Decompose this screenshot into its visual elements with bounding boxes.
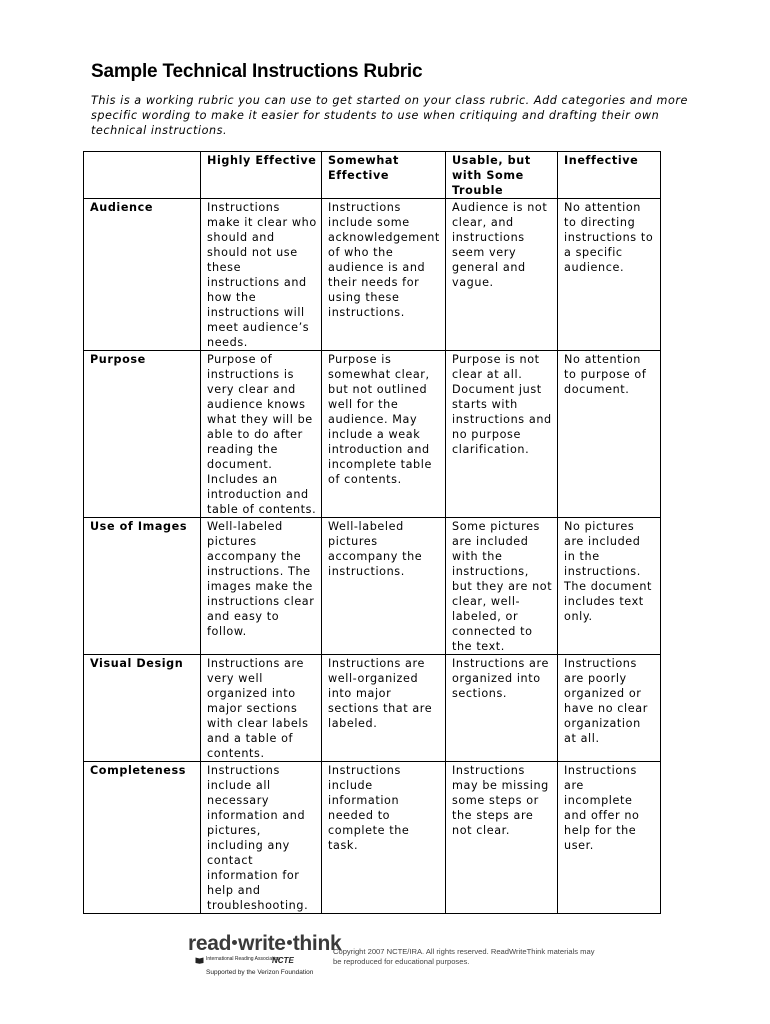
table-cell: Some pictures are included with the instructions, but they are not clear, well-labeled, or connected to the text. [446, 518, 558, 655]
logo-org-line: International Reading Association [206, 956, 281, 962]
table-cell: Purpose of instructions is very clear and audience knows what they will be able to do after reading the document. Includes an introduction and table of contents. [201, 351, 322, 518]
table-cell: Well-labeled pictures accompany the instructions. [322, 518, 446, 655]
table-cell: No attention to directing instructions to a specific audience. [558, 199, 661, 351]
row-category: Purpose [84, 351, 201, 518]
logo-word-read: read [188, 932, 232, 955]
table-cell: Instructions make it clear who should and should not use these instructions and how the instructions will meet audience’s needs. [201, 199, 322, 351]
logo-word-think: think [292, 932, 342, 955]
row-category: Audience [84, 199, 201, 351]
table-cell: Purpose is not clear at all. Document just starts with instructions and no purpose clarification. [446, 351, 558, 518]
ncte-logo: NCTE [272, 956, 294, 965]
footer [186, 930, 606, 980]
row-category: Completeness [84, 762, 201, 914]
header-ineffective: Ineffective [558, 152, 661, 199]
logo-supported-line: Supported by the Verizon Foundation [206, 969, 314, 976]
table-cell: Instructions are well-organized into major sections that are labeled. [322, 655, 446, 762]
header-usable-with-trouble: Usable, but with Some Trouble [446, 152, 558, 199]
table-cell: Instructions are organized into sections. [446, 655, 558, 762]
logo-dot-icon [232, 940, 237, 945]
table-cell: Purpose is somewhat clear, but not outlined well for the audience. May include a weak introduction and incomplete table of contents. [322, 351, 446, 518]
table-row [84, 518, 661, 655]
table-row [84, 199, 661, 351]
rubric-table [83, 151, 661, 914]
table-cell: Well-labeled pictures accompany the instructions. The images make the instructions clear and easy to follow. [201, 518, 322, 655]
readwritethink-logo [188, 932, 341, 956]
table-cell: No attention to purpose of document. [558, 351, 661, 518]
table-row [84, 762, 661, 914]
table-row [84, 351, 661, 518]
table-cell: Instructions include some acknowledgement of who the audience is and their needs for using these instructions. [322, 199, 446, 351]
header-cell-empty [84, 152, 201, 199]
table-cell: Instructions may be missing some steps or the steps are not clear. [446, 762, 558, 914]
logo-word-write: write [238, 932, 286, 955]
open-book-icon [195, 956, 204, 964]
row-category: Use of Images [84, 518, 201, 655]
table-cell: Instructions are poorly organized or have no clear organization at all. [558, 655, 661, 762]
table-cell: Instructions are very well organized into major sections with clear labels and a table of contents. [201, 655, 322, 762]
table-cell: Instructions include all necessary information and pictures, including any contact information for help and troubleshooting. [201, 762, 322, 914]
row-category: Visual Design [84, 655, 201, 762]
table-cell: No pictures are included in the instructions. The document includes text only. [558, 518, 661, 655]
table-cell: Instructions include information needed to complete the task. [322, 762, 446, 914]
page-title: Sample Technical Instructions Rubric [91, 61, 423, 82]
copyright-notice: Copyright 2007 NCTE/IRA. All rights reserved. ReadWriteThink materials may be reproduced for educational purposes. [333, 947, 595, 966]
intro-paragraph: This is a working rubric you can use to get started on your class rubric. Add categories and more specific wording to make it easier for students to use when critiquing and drafting their own technical instructions. [91, 94, 688, 137]
header-somewhat-effective: Somewhat Effective [322, 152, 446, 199]
table-cell: Instructions are incomplete and offer no help for the user. [558, 762, 661, 914]
header-highly-effective: Highly Effective [201, 152, 322, 199]
logo-dot-icon [287, 940, 292, 945]
table-cell: Audience is not clear, and instructions seem very general and vague. [446, 199, 558, 351]
header-row [84, 152, 661, 199]
table-row [84, 655, 661, 762]
